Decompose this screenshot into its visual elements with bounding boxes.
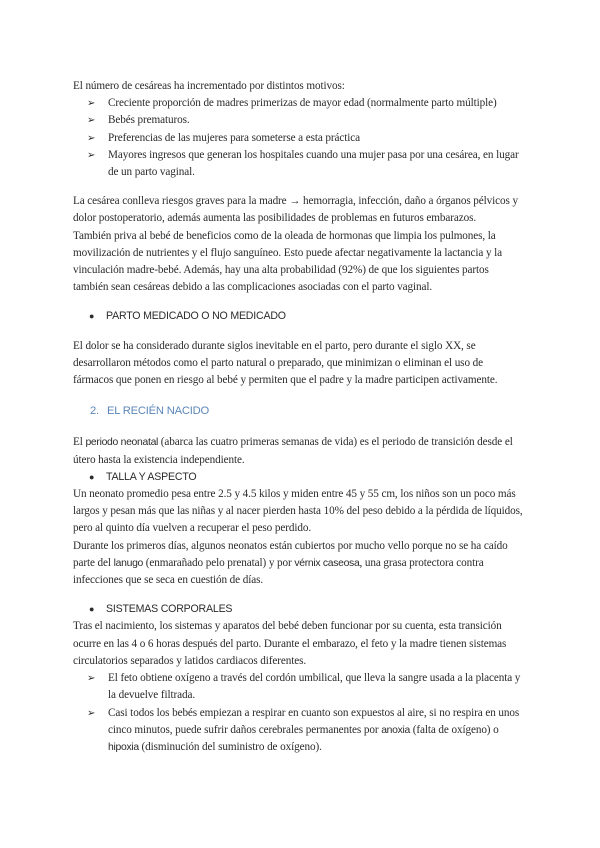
term-anoxia: anoxia: [381, 724, 411, 736]
arrow-bullet-icon: ➢: [87, 673, 96, 685]
talla-paragraph: Un neonato promedio pesa entre 2.5 y 4.5 kilos y miden entre 45 y 55 cm, los niños son un poco más largos y pesan más que las niñas y al nacer pierden hasta 10% del peso debido a la pérdida de líquidos, pero al quinto día vuelven a recuperar el peso perdido.: [73, 488, 523, 535]
arrow-bullet-icon: ➢: [87, 149, 96, 161]
heading-sistemas-corporales: ● SISTEMAS CORPORALES: [73, 601, 525, 618]
term-hipoxia: hipoxia: [108, 741, 139, 753]
vello-paragraph: Durante los primeros días, algunos neonatos están cubiertos por mucho vello porque no se ha caído parte del lanugo (enmarañado pelo prenatal) y por vérnix caseosa, una grasa protectora contra infecciones que se seca en cuestión de días.: [73, 539, 508, 587]
bullet-icon: ●: [89, 311, 95, 322]
list-item: ➢ Creciente proporción de madres primerizas de mayor edad (normalmente parto múltiple): [87, 95, 525, 112]
bullet-icon: ●: [89, 471, 95, 482]
term-lanugo: lanugo: [113, 557, 144, 569]
privacion-paragraph: También priva al bebé de beneficios como de la oleada de hormonas que limpia los pulmones, la movilización de nutrientes y el flujo sanguíneo. Esto puede afectar negativamente la lactancia y la vinculación madre-bebé. Además, hay una alta probabilidad (92%) de que los siguientes partos también sean cesáreas debido a las complicaciones asociadas con el parto vaginal.: [73, 229, 503, 294]
arrow-bullet-icon: ➢: [87, 98, 96, 110]
list-item: ➢ Bebés prematuros.: [87, 112, 525, 129]
list-item: ➢ Casi todos los bebés empiezan a respirar en cuanto son expuestos al aire, si no respira en unos cinco minutos, puede sufrir daños cerebrales permanentes por anoxia (falta de oxígeno) o hipoxia (disminución del suministro de oxígeno).: [87, 706, 520, 753]
document-page: [73, 78, 525, 756]
intro-paragraph: El número de cesáreas ha incrementado por distintos motivos:: [73, 80, 345, 92]
heading-parto-medicado: ● PARTO MEDICADO O NO MEDICADO: [73, 308, 525, 325]
bullet-icon: ●: [89, 604, 95, 615]
heading-talla-aspecto: ● TALLA Y ASPECTO: [73, 469, 525, 486]
arrow-bullet-icon: ➢: [87, 132, 96, 144]
arrow-bullet-icon: ➢: [87, 115, 96, 127]
motivos-list: [73, 95, 525, 181]
dolor-paragraph: El dolor se ha considerado durante siglos inevitable en el parto, pero durante el siglo XX, se desarrollaron métodos como el parto natural o preparado, que minimizan o eliminan el uso de fármacos que ponen en riesgo al bebé y permiten que el padre y la madre participen activamente.: [73, 339, 498, 387]
riesgos-paragraph: La cesárea conlleva riesgos graves para la madre → hemorragia, infección, daño a órganos pélvicos y dolor postoperatorio, además aumenta las posibilidades de problemas en futuros embarazos.: [73, 195, 518, 225]
list-item: ➢ El feto obtiene oxígeno a través del cordón umbilical, que lleva la sangre usada a la placenta y la devuelve filtrada.: [87, 672, 521, 702]
sistemas-paragraph: Tras el nacimiento, los sistemas y aparatos del bebé deben funcionar por su cuenta, esta transición ocurre en las 4 o 6 horas después del parto. Durante el embarazo, el feto y la madre tienen sistemas circulatorios separados y latidos cardiacos diferentes.: [73, 620, 507, 667]
term-periodo-neonatal: periodo neonatal: [85, 437, 159, 449]
term-vernix-caseosa: vérnix caseosa: [294, 557, 360, 569]
list-item: ➢ Mayores ingresos que generan los hospitales cuando una mujer pasa por una cesárea, en lugar de un parto vaginal.: [87, 148, 519, 179]
sistemas-list: [73, 670, 525, 756]
arrow-bullet-icon: ➢: [87, 707, 96, 719]
neonatal-paragraph: El periodo neonatal (abarca las cuatro primeras semanas de vida) es el periodo de transición desde el útero hasta la existencia independiente.: [73, 436, 513, 466]
list-item: ➢ Preferencias de las mujeres para someterse a esta práctica: [87, 130, 525, 147]
section-heading-recien-nacido: 2. EL RECIÉN NACIDO: [90, 405, 210, 418]
